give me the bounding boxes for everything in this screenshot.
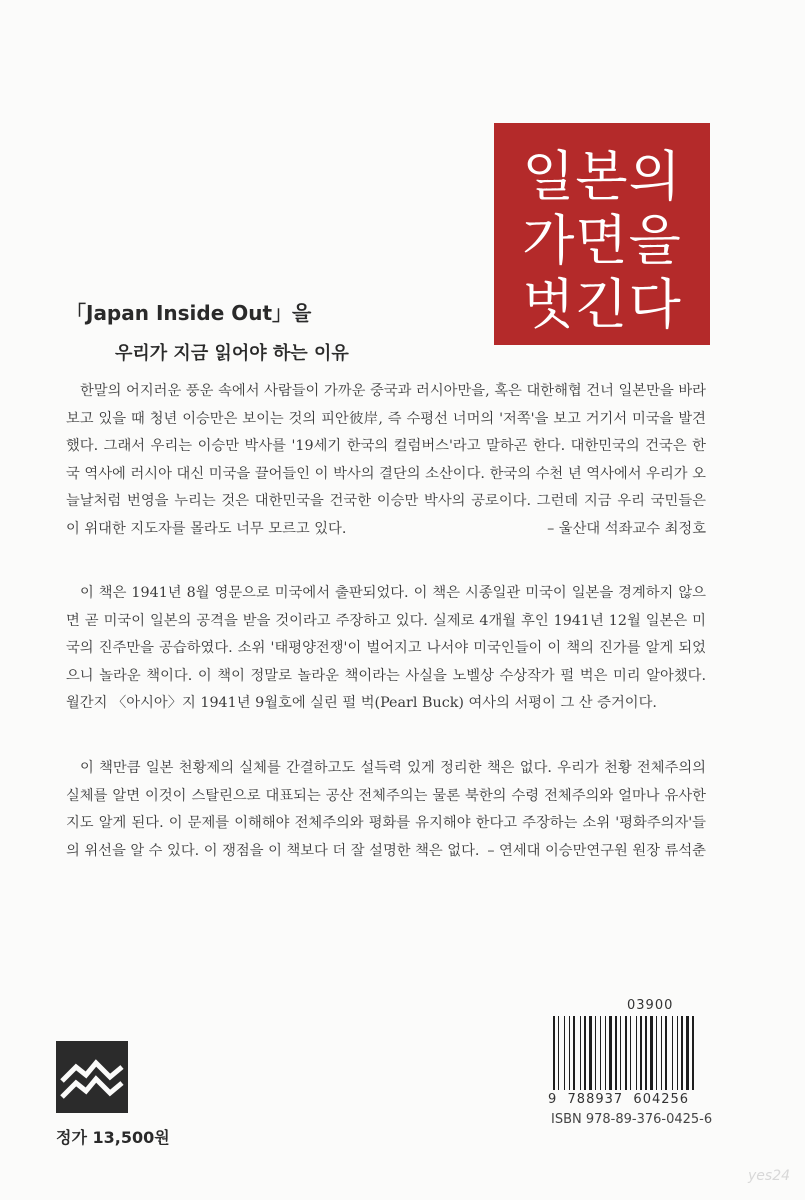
endorsement-paragraph-3: [66, 755, 706, 865]
book-title-line-1: 일본의: [522, 145, 682, 208]
book-title-line-3: 벗긴다: [522, 273, 682, 336]
paragraph-text: 이 책만큼 일본 천황제의 실체를 간결하고도 설득력 있게 정리한 책은 없다. 우리가 천황 전체주의의 실체를 알면 이것이 스탈린으로 대표되는 공산 전체주의는 물론 북한의 수령 전체주의와 얼마나 유사한지도 알게 된다. 이 문제를 이해해야 전체주의와 평화를 유지해야 한다고 주장하는 소위 '평화주의자'들의 위선을 알 수 있다. 이 쟁점을 이 책보다 더 잘 설명한 책은 없다.: [66, 760, 706, 859]
barcode-digits: 9 788937 604256: [548, 1092, 690, 1107]
paragraph-attribution: – 울산대 석좌교수 최정호: [547, 520, 706, 537]
isbn-barcode: [553, 1016, 711, 1090]
paragraph-attribution: – 연세대 이승만연구원 원장 류석춘: [487, 842, 706, 859]
book-price: 정가 13,500원: [56, 1128, 170, 1147]
endorsement-paragraph-2: [66, 580, 706, 718]
barcode-price-code: 03900: [627, 998, 674, 1013]
subtitle-line-2: 우리가 지금 읽어야 하는 이유: [115, 343, 349, 364]
book-title-box: [494, 123, 710, 345]
endorsement-paragraph-1: [66, 378, 706, 544]
watermark-text: yes24: [748, 1168, 791, 1184]
isbn-number: ISBN 978-89-376-0425-6: [551, 1112, 713, 1127]
mountain-logo-icon: [56, 1041, 128, 1113]
paragraph-text: 이 책은 1941년 8월 영문으로 미국에서 출판되었다. 이 책은 시종일관 미국이 일본을 경계하지 않으면 곧 미국이 일본의 공격을 받을 것이라고 주장하고 있다. 실제로 4개월 후인 1941년 12월 일본은 미국의 진주만을 공습하였다. 소위 '태평양전쟁'이 벌어지고 나서야 미국인들이 이 책의 진가를 알게 되었으니 놀라운 책이다. 이 책이 정말로 놀라운 책이라는 사실을 노벨상 수상작가 펄 벅은 미리 알아챘다. 월간지 〈아시아〉지 1941년 9월호에 실린 펄 벅(Pearl Buck) 여사의 서평이 그 산 증거이다.: [66, 585, 706, 712]
book-title-line-2: 가면을: [522, 209, 682, 272]
subtitle-line-1: 「Japan Inside Out」을: [66, 301, 312, 325]
paragraph-text: 한말의 어지러운 풍운 속에서 사람들이 가까운 중국과 러시아만을, 혹은 대한해협 건너 일본만을 바라보고 있을 때 청년 이승만은 보이는 것의 피안彼岸, 즉 수평선 너머의 '저쪽'을 보고 거기서 미국을 발견했다. 그래서 우리는 이승만 박사를 '19세기 한국의 컬럼버스'라고 말하곤 한다. 대한민국의 건국은 한국 역사에 러시아 대신 미국을 끌어들인 이 박사의 결단의 소산이다. 한국의 수천 년 역사에서 우리가 오늘날처럼 번영을 누리는 것은 대한민국을 건국한 이승만 박사의 공로이다. 그런데 지금 우리 국민들은 이 위대한 지도자를 몰라도 너무 모르고 있다.: [66, 383, 706, 537]
